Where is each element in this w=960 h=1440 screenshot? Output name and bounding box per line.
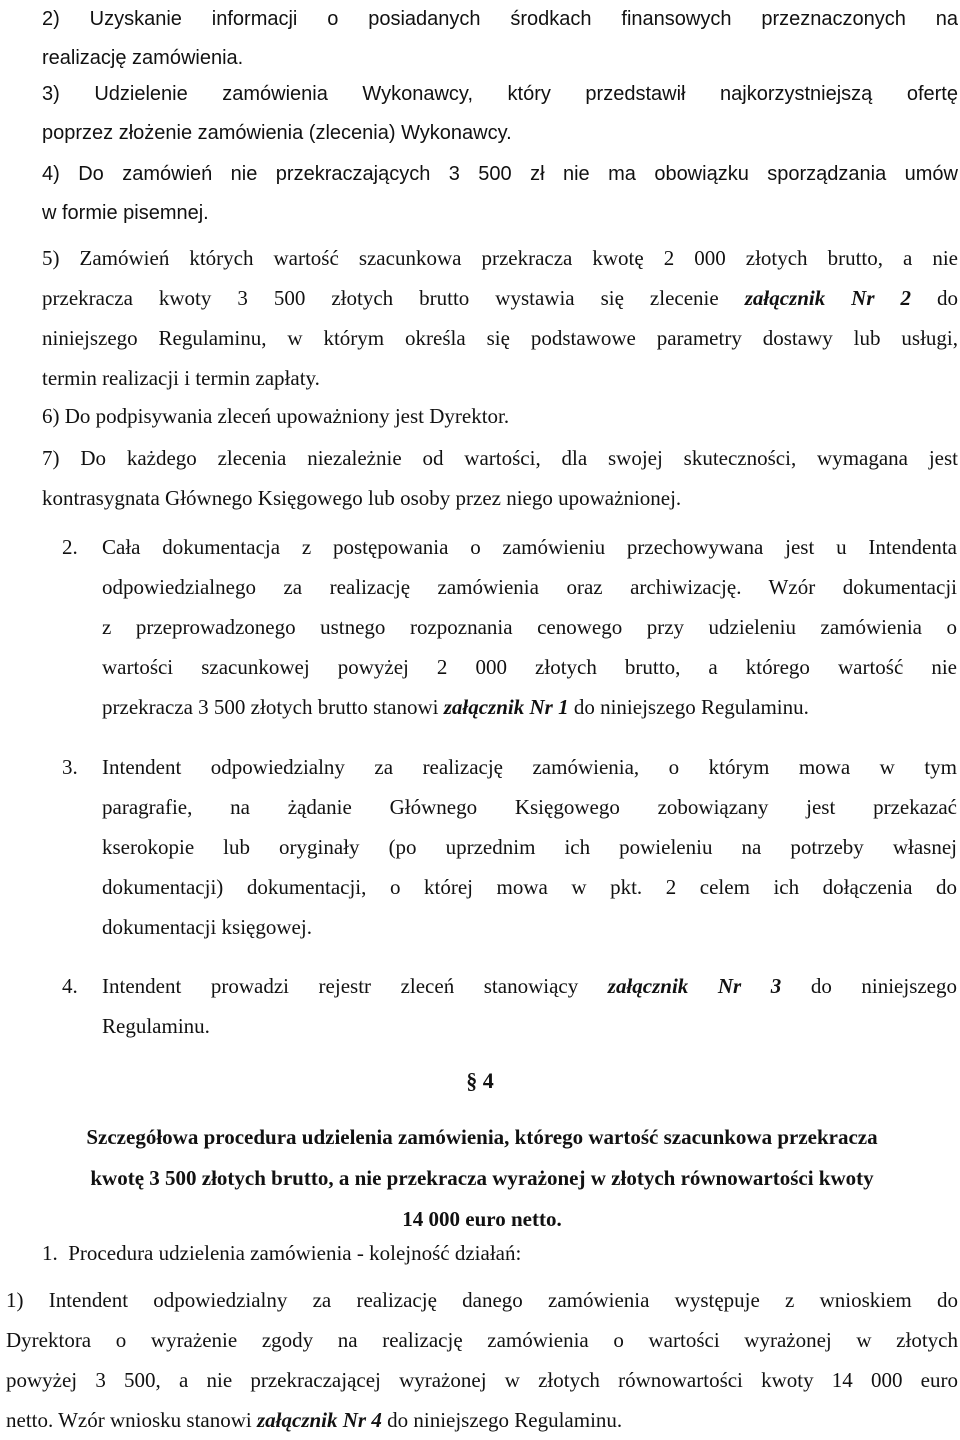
sub-item-7-line-1: 7) Do każdego zlecenia niezależnie od wartości, dla swojej skuteczności, wymagana jest: [42, 446, 958, 470]
attachment-ref-2: załącznik Nr 2: [744, 286, 912, 310]
sub-item-3-line-2: poprzez złożenie zamówienia (zlecenia) Wykonawcy.: [42, 122, 512, 144]
section-mark: § 4: [466, 1068, 494, 1093]
point-2-number: 2.: [62, 535, 78, 559]
sub-item-2-line-1: 2) Uzyskanie informacji o posiadanych środkach finansowych przeznaczonych na: [42, 8, 958, 30]
sub-item-6: 6) Do podpisywania zleceń upoważniony jest Dyrektor.: [42, 404, 510, 428]
sub-item-2: [42, 0, 958, 78]
section-heading: Szczegółowa procedura udzielenia zamówienia, którego wartość szacunkowa przekracza kwotę 3 500 złotych brutto, a nie przekracza wyrażonej w złotych równowartości kwoty 14 000 euro netto.: [86, 1125, 878, 1231]
attachment-ref-4: załącznik Nr 4: [257, 1408, 382, 1432]
procedure-step-1: 1. Procedura udzielenia zamówienia - kolejność działań:: [42, 1241, 522, 1265]
sub-item-7: [42, 438, 958, 518]
sub-item-5-line-3: niniejszego Regulaminu, w którym określa się podstawowe parametry dostawy lub usługi,: [42, 326, 958, 350]
attachment-ref-1: załącznik Nr 1: [443, 695, 569, 719]
attachment-ref-3: załącznik Nr 3: [607, 974, 782, 998]
sub-item-4: [42, 155, 958, 233]
sub-item-4-line-2: w formie pisemnej.: [42, 202, 209, 224]
point-3: 3. Intendent odpowiedzialny za realizację zamówienia, o którym mowa w tym paragrafie, na żądanie Głównego Księgowego zobowiązany jest przekazać kserokopie lub oryginały (po uprzednim ich powieleniu na potrzeby własnej dokumentacji) dokumentacji, o której mowa w pkt. 2 celem ich dołączenia do dokumentacji księgowej.: [62, 747, 957, 947]
sub-item-2-line-2: realizację zamówienia.: [42, 47, 244, 69]
sub-item-4-line-1: 4) Do zamówień nie przekraczających 3 500 zł nie ma obowiązku sporządzania umów: [42, 163, 958, 185]
sub-item-5-line-1: 5) Zamówień których wartość szacunkowa przekracza kwotę 2 000 złotych brutto, a nie: [42, 246, 958, 270]
sub-item-5: [42, 238, 958, 398]
point-2: 2. Cała dokumentacja z postępowania o zamówieniu przechowywana jest u Intendenta odpowiedzialnego za realizację zamówienia oraz archiwizację. Wzór dokumentacji z przeprowadzonego ustnego rozpoznania cenowego przy udzieleniu zamówienia o wartości szacunkowej powyżej 2 000 złotych brutto, a którego wartość nie przekracza 3 500 złotych brutto stanowi załącznik Nr 1 do niniejszego Regulaminu.: [62, 527, 957, 727]
point-3-number: 3.: [62, 755, 78, 779]
sub-item-3-line-1: 3) Udzielenie zamówienia Wykonawcy, który przedstawił najkorzystniejszą ofertę: [42, 83, 958, 105]
final-paragraph: 1) Intendent odpowiedzialny za realizację danego zamówienia występuje z wnioskiem do Dyrektora o wyrażenie zgody na realizację zamówienia o wartości wyrażonej w złotych powyżej 3 500, a nie przekraczającej wyrażonej w złotych równowartości kwoty 14 000 euro netto. Wzór wniosku stanowi załącznik Nr 4 do niniejszego Regulaminu.: [6, 1288, 958, 1432]
sub-item-5-line-4: termin realizacji i termin zapłaty.: [42, 366, 320, 390]
point-4: 4. Intendent prowadzi rejestr zleceń stanowiący załącznik Nr 3 do niniejszego Regulaminu.: [62, 966, 957, 1046]
sub-item-3: [42, 75, 958, 153]
point-4-number: 4.: [62, 974, 78, 998]
sub-item-7-line-2: kontrasygnata Głównego Księgowego lub osoby przez niego upoważnionej.: [42, 486, 682, 510]
sub-item-5-line-2: przekracza kwoty 3 500 złotych brutto wystawia się zlecenie załącznik Nr 2 do: [42, 286, 959, 310]
